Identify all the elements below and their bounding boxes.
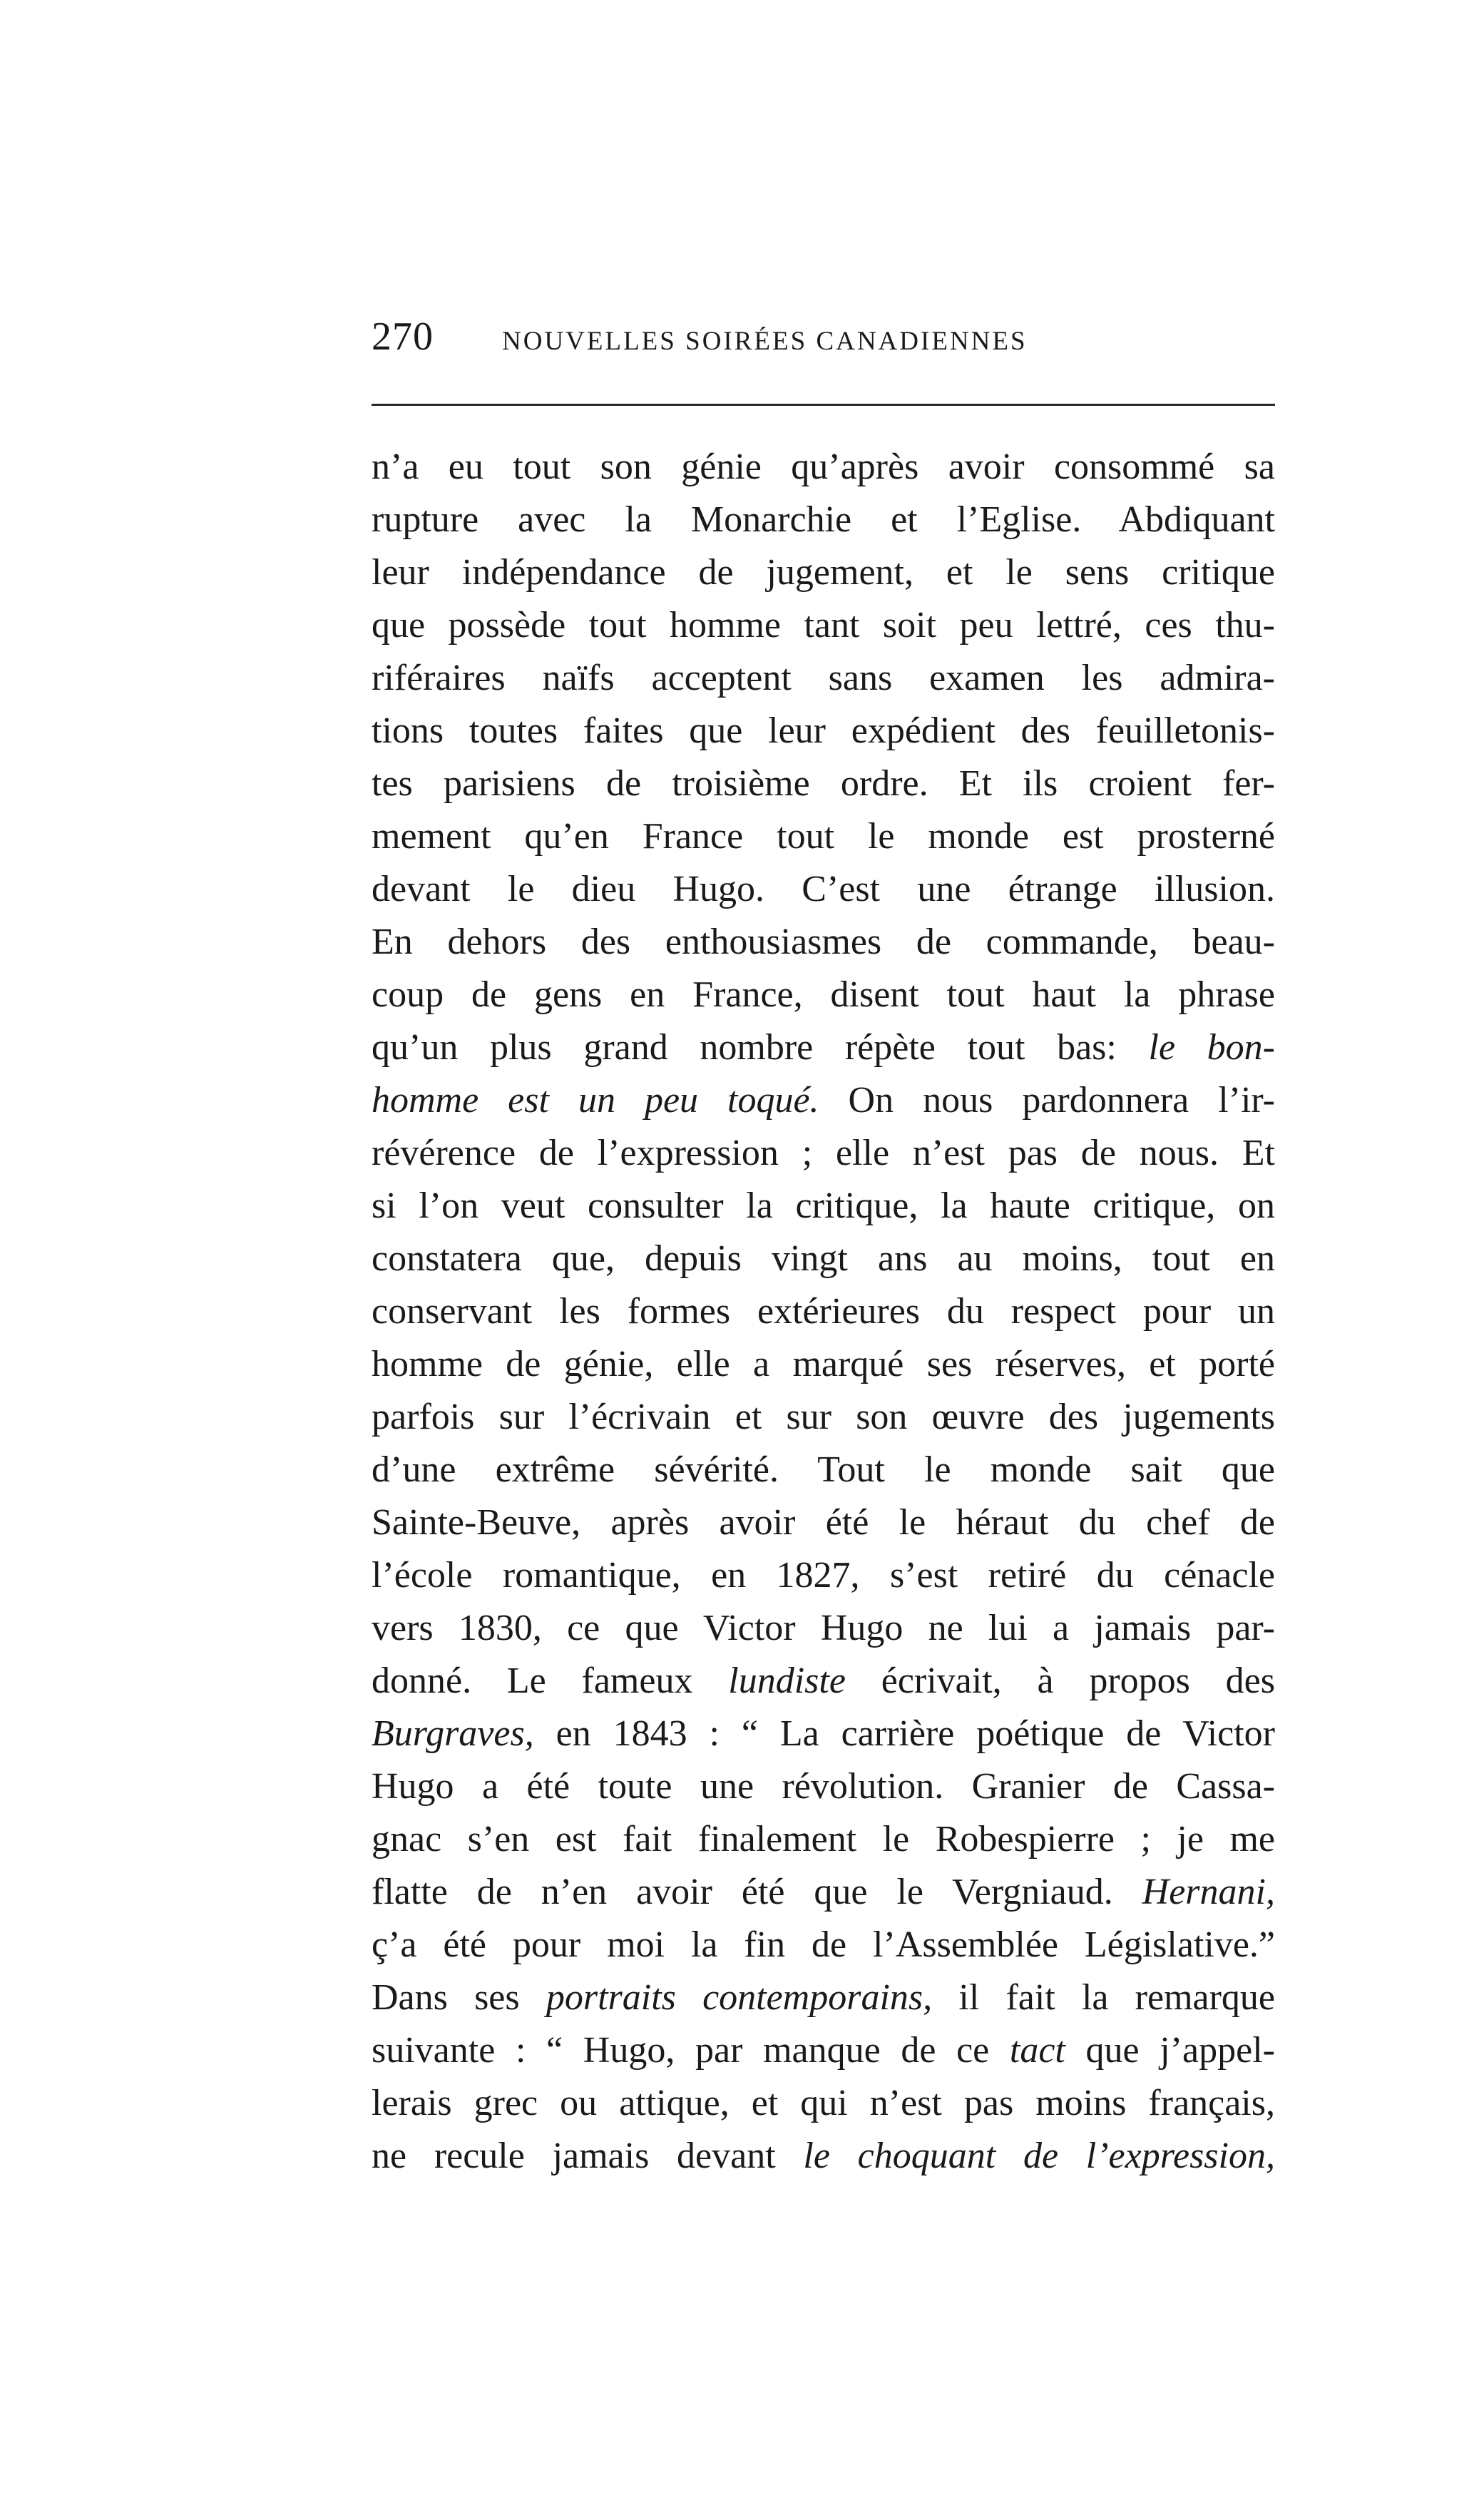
text-segment: Sainte-Beuve, après avoir été le héraut du chef de: [372, 1502, 1275, 1543]
text-segment: n’a eu tout son génie qu’après avoir consommé sa: [372, 447, 1275, 487]
text-segment: tes parisiens de troisième ordre. Et ils croient fer-: [372, 763, 1275, 804]
text-line: [372, 2077, 1275, 2130]
text-line: [372, 969, 1275, 1021]
text-line: [372, 1549, 1275, 1602]
text-line: [372, 1285, 1275, 1338]
text-segment: Hugo a été toute une révolution. Granier de Cassa-: [372, 1766, 1275, 1807]
text-segment: En dehors des enthousiasmes de commande, beau-: [372, 922, 1275, 962]
text-segment: homme de génie, elle a marqué ses réserves, et porté: [372, 1344, 1275, 1384]
text-segment: écrivait, à propos des: [845, 1661, 1275, 1701]
text-line: [372, 1602, 1275, 1655]
text-segment: ç’a été pour moi la fin de l’Assemblée Législative.”: [372, 1924, 1275, 1965]
text-segment: révérence de l’expression ; elle n’est pas de nous. Et: [372, 1133, 1275, 1173]
text-line: [372, 1127, 1275, 1180]
text-line: [372, 2024, 1275, 2077]
running-head: [372, 314, 1275, 378]
text-segment: donné. Le fameux: [372, 1661, 729, 1701]
text-line: [372, 1813, 1275, 1866]
text-segment: que possède tout homme tant soit peu lettré, ces thu-: [372, 605, 1275, 646]
text-segment: coup de gens en France, disent tout haut la phrase: [372, 974, 1275, 1015]
text-segment: si l’on veut consulter la critique, la haute critique, on: [372, 1185, 1275, 1226]
text-segment: gnac s’en est fait finalement le Robespierre ; je me: [372, 1819, 1275, 1860]
text-line: [372, 1074, 1275, 1127]
italic-text: portraits contemporains,: [546, 1977, 933, 2018]
text-line: [372, 1919, 1275, 1971]
text-line: [372, 863, 1275, 916]
text-segment: Dans ses: [372, 1977, 546, 2018]
text-segment: constatera que, depuis vingt ans au moins, tout en: [372, 1238, 1275, 1279]
text-line: [372, 757, 1275, 810]
italic-text: Hernani,: [1142, 1872, 1275, 1912]
text-line: [372, 1760, 1275, 1813]
text-segment: tions toutes faites que leur expédient des feuilletonis-: [372, 710, 1275, 751]
text-segment: vers 1830, ce que Victor Hugo ne lui a jamais par-: [372, 1608, 1275, 1648]
text-segment: parfois sur l’écrivain et sur son œuvre des jugements: [372, 1397, 1275, 1437]
text-segment: lerais grec ou attique, et qui n’est pas moins français,: [372, 2083, 1275, 2123]
text-line: [372, 1180, 1275, 1233]
italic-text: le choquant de l’expression,: [803, 2136, 1275, 2176]
running-title: NOUVELLES SOIRÉES CANADIENNES: [502, 327, 1028, 356]
italic-text: tact: [1009, 2030, 1065, 2071]
text-line: [372, 1866, 1275, 1919]
text-line: [372, 2130, 1275, 2183]
text-segment: mement qu’en France tout le monde est prosterné: [372, 816, 1275, 857]
text-line: [372, 1338, 1275, 1391]
text-segment: rupture avec la Monarchie et l’Eglise. Abdiquant: [372, 499, 1275, 540]
text-line: [372, 1971, 1275, 2024]
text-line: [372, 810, 1275, 863]
text-segment: ne recule jamais devant: [372, 2136, 804, 2176]
italic-text: lundiste: [728, 1661, 846, 1701]
text-segment: que j’appel-: [1065, 2030, 1275, 2071]
text-line: [372, 1233, 1275, 1285]
header-rule: [372, 404, 1275, 406]
text-line: [372, 705, 1275, 757]
text-segment: leur indépendance de jugement, et le sens critique: [372, 552, 1275, 593]
text-segment: conservant les formes extérieures du respect pour un: [372, 1291, 1275, 1332]
text-segment: On nous pardonnera l’ir-: [819, 1080, 1275, 1121]
italic-text: le bon-: [1148, 1027, 1275, 1068]
text-line: [372, 546, 1275, 599]
text-segment: en 1843 : “ La carrière poétique de Victor: [533, 1713, 1275, 1754]
text-line: [372, 1655, 1275, 1708]
italic-text: Burgraves,: [372, 1713, 534, 1754]
text-segment: qu’un plus grand nombre répète tout bas:: [372, 1027, 1149, 1068]
text-line: [372, 1708, 1275, 1760]
text-segment: devant le dieu Hugo. C’est une étrange illusion.: [372, 869, 1275, 909]
body-text: [372, 441, 1275, 2183]
text-segment: il fait la remarque: [932, 1977, 1275, 2018]
text-line: [372, 1444, 1275, 1496]
text-segment: l’école romantique, en 1827, s’est retiré du cénacle: [372, 1555, 1275, 1596]
page-number: 270: [372, 315, 434, 359]
text-line: [372, 652, 1275, 705]
text-segment: d’une extrême sévérité. Tout le monde sait que: [372, 1449, 1275, 1490]
text-segment: suivante : “ Hugo, par manque de ce: [372, 2030, 1010, 2071]
text-line: [372, 1391, 1275, 1444]
text-line: [372, 441, 1275, 494]
text-line: [372, 1021, 1275, 1074]
text-line: [372, 916, 1275, 969]
text-line: [372, 599, 1275, 652]
text-line: [372, 494, 1275, 546]
text-segment: riféraires naïfs acceptent sans examen les admira-: [372, 658, 1275, 698]
text-segment: flatte de n’en avoir été que le Vergniaud.: [372, 1872, 1142, 1912]
italic-text: homme est un peu toqué.: [372, 1080, 819, 1121]
text-line: [372, 1496, 1275, 1549]
